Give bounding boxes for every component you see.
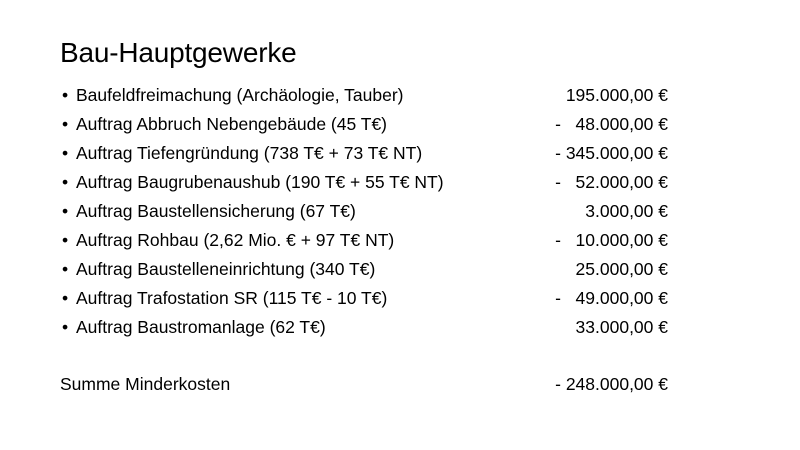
cost-item-label: Auftrag Baustelleneinrichtung (340 T€) (76, 259, 376, 279)
cost-item-amount: 3.000,00 € (585, 201, 668, 221)
cost-item-list (62, 81, 742, 342)
bullet-icon: • (62, 288, 69, 308)
cost-item-label: Auftrag Baustellensicherung (67 T€) (76, 201, 356, 221)
cost-item (62, 226, 742, 255)
cost-item-amount: - 48.000,00 € (555, 114, 668, 134)
cost-item-amount: 195.000,00 € (565, 85, 668, 105)
cost-item (62, 110, 742, 139)
bullet-icon: • (62, 85, 69, 105)
cost-item-amount: - 52.000,00 € (555, 172, 668, 192)
cost-item-label: Auftrag Trafostation SR (115 T€ - 10 T€) (76, 288, 388, 308)
cost-item (62, 168, 742, 197)
cost-item (62, 197, 742, 226)
bullet-icon: • (62, 172, 69, 192)
slide-title: Bau-Hauptgewerke (60, 37, 297, 68)
bullet-icon: • (62, 259, 69, 279)
bullet-icon: • (62, 201, 69, 221)
bullet-icon: • (62, 114, 69, 134)
cost-item-label: Baufeldfreimachung (Archäologie, Tauber) (76, 85, 404, 105)
summary-label: Summe Minderkosten (60, 374, 231, 394)
cost-item-label: Auftrag Baugrubenaushub (190 T€ + 55 T€ NT) (76, 172, 444, 192)
bullet-icon: • (62, 143, 69, 163)
cost-item (62, 255, 742, 284)
cost-item-label: Auftrag Baustromanlage (62 T€) (76, 317, 326, 337)
bullet-icon: • (62, 230, 69, 250)
cost-item (62, 284, 742, 313)
summary-amount: - 248.000,00 € (555, 374, 668, 394)
cost-item (62, 139, 742, 168)
cost-item-label: Auftrag Rohbau (2,62 Mio. € + 97 T€ NT) (76, 230, 395, 250)
cost-item-amount: - 49.000,00 € (555, 288, 668, 308)
summary-row (60, 370, 742, 399)
cost-item-label: Auftrag Abbruch Nebengebäude (45 T€) (76, 114, 388, 134)
cost-item (62, 313, 742, 342)
cost-item-amount: 25.000,00 € (575, 259, 668, 279)
cost-item-amount: 33.000,00 € (575, 317, 668, 337)
cost-item (62, 81, 742, 110)
bullet-icon: • (62, 317, 69, 337)
cost-item-label: Auftrag Tiefengründung (738 T€ + 73 T€ NT) (76, 143, 423, 163)
cost-item-amount: - 10.000,00 € (555, 230, 668, 250)
cost-item-amount: - 345.000,00 € (555, 143, 668, 163)
